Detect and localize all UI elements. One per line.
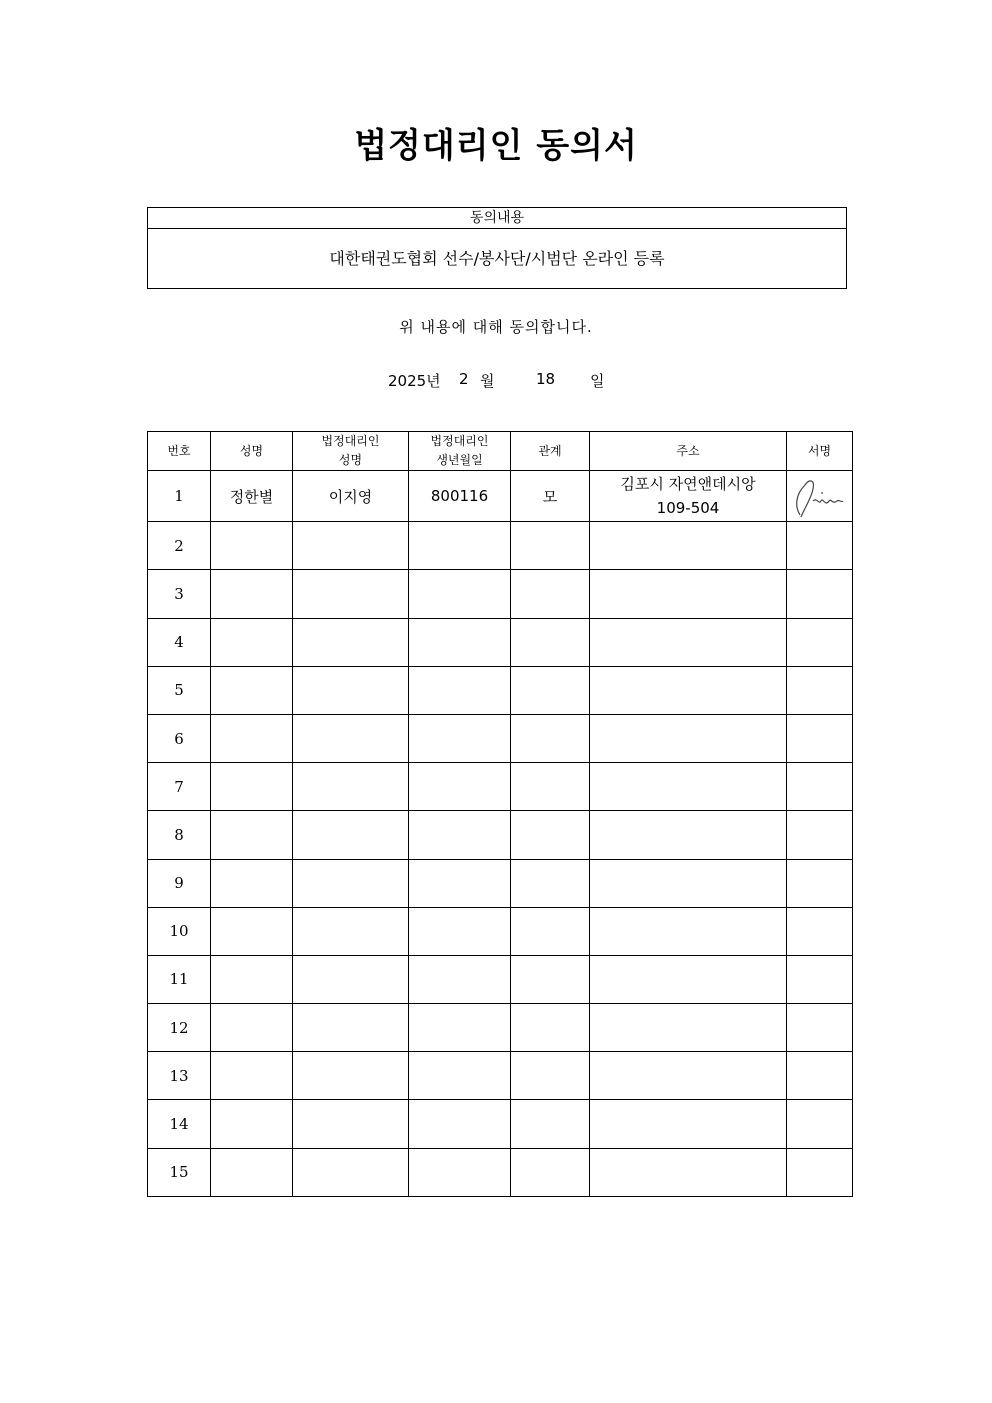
cell-guardian-birth[interactable] <box>409 1148 511 1196</box>
cell-guardian-birth[interactable] <box>409 570 511 618</box>
cell-guardian-birth[interactable] <box>409 763 511 811</box>
cell-signature[interactable] <box>787 859 853 907</box>
cell-name[interactable] <box>211 1100 293 1148</box>
cell-no: 5 <box>148 666 211 714</box>
cell-signature[interactable] <box>787 1004 853 1052</box>
cell-name[interactable]: 정한별 <box>211 471 293 522</box>
cell-signature[interactable] <box>787 1148 853 1196</box>
cell-address[interactable] <box>590 1052 787 1100</box>
cell-address[interactable] <box>590 1004 787 1052</box>
date-day: 18 <box>536 370 556 388</box>
cell-no: 14 <box>148 1100 211 1148</box>
cell-guardian-birth[interactable] <box>409 1004 511 1052</box>
cell-signature[interactable] <box>787 955 853 1003</box>
cell-relation[interactable] <box>511 714 590 762</box>
cell-address[interactable] <box>590 859 787 907</box>
cell-address[interactable] <box>590 618 787 666</box>
cell-address[interactable] <box>590 811 787 859</box>
cell-signature[interactable] <box>787 714 853 762</box>
cell-relation[interactable] <box>511 666 590 714</box>
cell-no: 4 <box>148 618 211 666</box>
cell-no: 1 <box>148 471 211 522</box>
cell-signature[interactable] <box>787 1052 853 1100</box>
table-header-row <box>148 432 853 471</box>
cell-guardian-name[interactable] <box>293 522 409 570</box>
header-guardian-birth-line1: 법정대리인 <box>430 434 489 448</box>
cell-name[interactable] <box>211 522 293 570</box>
cell-no: 7 <box>148 763 211 811</box>
cell-relation[interactable] <box>511 811 590 859</box>
cell-name[interactable] <box>211 955 293 1003</box>
table-row <box>148 907 853 955</box>
cell-guardian-birth[interactable] <box>409 522 511 570</box>
cell-name[interactable] <box>211 570 293 618</box>
cell-no: 2 <box>148 522 211 570</box>
header-signature: 서명 <box>787 432 853 471</box>
cell-guardian-name[interactable] <box>293 666 409 714</box>
cell-address[interactable] <box>590 522 787 570</box>
cell-relation[interactable] <box>511 1004 590 1052</box>
table-row <box>148 570 853 618</box>
cell-no: 3 <box>148 570 211 618</box>
header-guardian-name-line1: 법정대리인 <box>321 434 380 448</box>
cell-guardian-birth[interactable] <box>409 618 511 666</box>
cell-guardian-birth[interactable] <box>409 714 511 762</box>
consent-box <box>147 207 847 289</box>
header-name: 성명 <box>211 432 293 471</box>
cell-signature[interactable] <box>787 907 853 955</box>
handwritten-signature-icon <box>791 471 849 521</box>
header-guardian-name-line2: 성명 <box>338 453 363 467</box>
cell-address[interactable] <box>590 714 787 762</box>
header-relation: 관계 <box>511 432 590 471</box>
cell-relation[interactable] <box>511 763 590 811</box>
cell-relation[interactable]: 모 <box>511 471 590 522</box>
cell-no: 15 <box>148 1148 211 1196</box>
date-month: 2 <box>459 370 469 388</box>
agreement-statement: 위 내용에 대해 동의합니다. <box>399 318 593 336</box>
table-row <box>148 955 853 1003</box>
consent-heading: 동의내용 <box>148 208 846 229</box>
table-row <box>148 859 853 907</box>
cell-guardian-name[interactable] <box>293 570 409 618</box>
cell-name[interactable] <box>211 1004 293 1052</box>
table-row <box>148 714 853 762</box>
header-guardian-birth-line2: 생년월일 <box>436 453 483 467</box>
cell-name[interactable] <box>211 811 293 859</box>
header-no: 번호 <box>148 432 211 471</box>
header-address: 주소 <box>590 432 787 471</box>
table-row <box>148 1100 853 1148</box>
cell-relation[interactable] <box>511 859 590 907</box>
cell-signature[interactable] <box>787 522 853 570</box>
cell-guardian-birth[interactable] <box>409 1052 511 1100</box>
cell-no: 12 <box>148 1004 211 1052</box>
cell-address[interactable] <box>590 955 787 1003</box>
table-row <box>148 763 853 811</box>
cell-guardian-name[interactable] <box>293 1052 409 1100</box>
cell-name[interactable] <box>211 763 293 811</box>
cell-guardian-birth[interactable] <box>409 907 511 955</box>
cell-signature[interactable] <box>787 618 853 666</box>
guardian-roster-table <box>147 431 853 1197</box>
cell-guardian-name[interactable] <box>293 1004 409 1052</box>
cell-address-line2: 109-504 <box>656 499 720 518</box>
cell-signature[interactable] <box>787 811 853 859</box>
cell-name[interactable] <box>211 859 293 907</box>
cell-address[interactable] <box>590 1148 787 1196</box>
consent-content: 대한태권도협회 선수/봉사단/시범단 온라인 등록 <box>329 249 665 268</box>
table-row <box>148 618 853 666</box>
table-row <box>148 1052 853 1100</box>
cell-signature[interactable] <box>787 570 853 618</box>
cell-relation[interactable] <box>511 907 590 955</box>
cell-signature[interactable] <box>787 763 853 811</box>
cell-address[interactable] <box>590 907 787 955</box>
cell-no: 8 <box>148 811 211 859</box>
cell-address[interactable] <box>590 763 787 811</box>
table-row <box>148 471 853 522</box>
cell-relation[interactable] <box>511 1052 590 1100</box>
cell-guardian-birth[interactable] <box>409 859 511 907</box>
cell-no: 10 <box>148 907 211 955</box>
cell-guardian-name[interactable] <box>293 714 409 762</box>
cell-signature[interactable] <box>787 666 853 714</box>
cell-address[interactable] <box>590 666 787 714</box>
cell-name[interactable] <box>211 907 293 955</box>
cell-signature[interactable] <box>787 1100 853 1148</box>
cell-name[interactable] <box>211 666 293 714</box>
cell-guardian-birth[interactable] <box>409 955 511 1003</box>
date-month-unit: 월 <box>480 372 495 390</box>
cell-guardian-name[interactable] <box>293 1100 409 1148</box>
cell-relation[interactable] <box>511 1148 590 1196</box>
cell-guardian-name[interactable]: 이지영 <box>293 471 409 522</box>
header-guardian-name <box>293 432 409 471</box>
cell-guardian-name[interactable] <box>293 955 409 1003</box>
table-row <box>148 1004 853 1052</box>
document-title: 법정대리인 동의서 <box>354 126 638 166</box>
cell-signature[interactable] <box>787 471 853 522</box>
date-year: 2025년 <box>388 372 441 390</box>
cell-no: 9 <box>148 859 211 907</box>
cell-no: 13 <box>148 1052 211 1100</box>
cell-guardian-name[interactable] <box>293 618 409 666</box>
cell-relation[interactable] <box>511 522 590 570</box>
cell-relation[interactable] <box>511 618 590 666</box>
cell-guardian-birth[interactable] <box>409 1100 511 1148</box>
cell-address[interactable] <box>590 1100 787 1148</box>
cell-guardian-birth[interactable] <box>409 666 511 714</box>
cell-relation[interactable] <box>511 955 590 1003</box>
cell-guardian-name[interactable] <box>293 859 409 907</box>
table-row <box>148 1148 853 1196</box>
cell-guardian-name[interactable] <box>293 907 409 955</box>
cell-name[interactable] <box>211 618 293 666</box>
cell-no: 11 <box>148 955 211 1003</box>
date-day-unit: 일 <box>590 372 605 390</box>
table-row <box>148 666 853 714</box>
cell-guardian-name[interactable] <box>293 811 409 859</box>
cell-guardian-name[interactable] <box>293 1148 409 1196</box>
cell-no: 6 <box>148 714 211 762</box>
cell-address[interactable] <box>590 570 787 618</box>
cell-address[interactable] <box>590 471 787 522</box>
cell-name[interactable] <box>211 714 293 762</box>
cell-guardian-birth[interactable] <box>409 811 511 859</box>
cell-relation[interactable] <box>511 570 590 618</box>
cell-address-line1: 김포시 자연앤데시앙 <box>620 475 756 494</box>
table-row <box>148 522 853 570</box>
header-guardian-birth <box>409 432 511 471</box>
cell-name[interactable] <box>211 1148 293 1196</box>
table-row <box>148 811 853 859</box>
cell-name[interactable] <box>211 1052 293 1100</box>
cell-guardian-name[interactable] <box>293 763 409 811</box>
cell-relation[interactable] <box>511 1100 590 1148</box>
cell-guardian-birth[interactable]: 800116 <box>409 471 511 522</box>
